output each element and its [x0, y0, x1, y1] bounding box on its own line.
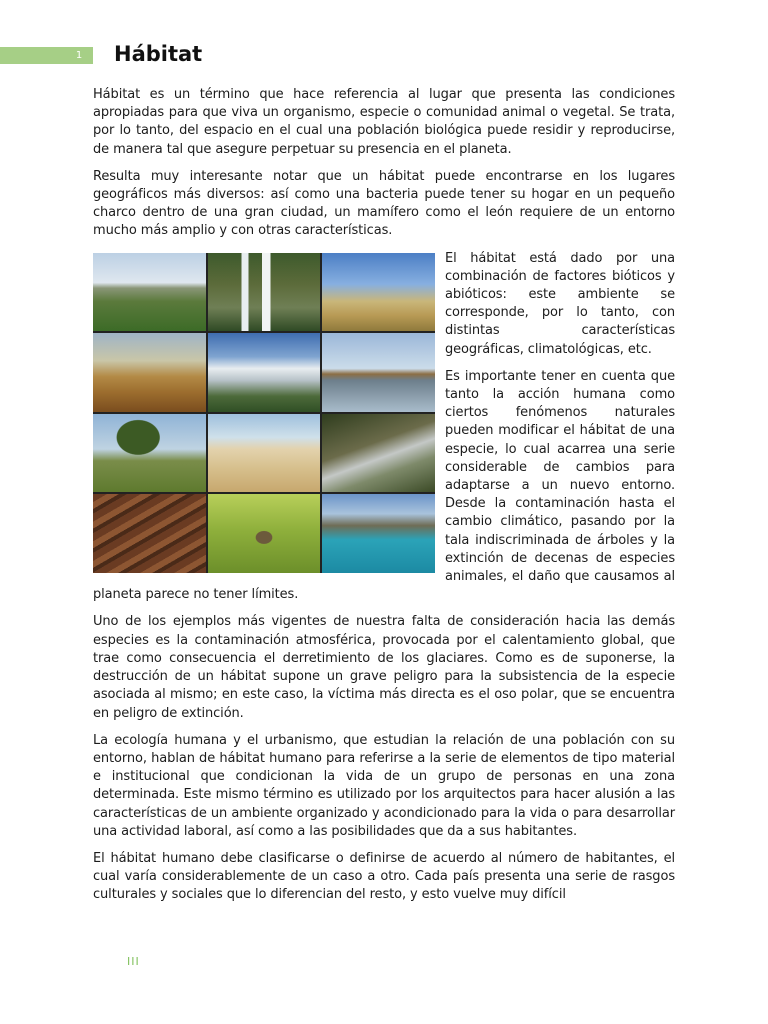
page-footer-marker: III: [127, 955, 140, 968]
photo-savanna-tree: [93, 414, 206, 493]
habitat-photo-collage: [93, 253, 435, 573]
photo-green-forest: [208, 494, 321, 573]
photo-snowy-peaks: [208, 333, 321, 412]
paragraph-factors: El hábitat está dado por una combinación de factores bióticos y abióticos: este ambiente se corresponde, por lo tanto, con distintas características geográficas, climatológicas, etc.: [445, 250, 675, 357]
chapter-number: 1: [75, 50, 83, 61]
paragraph-human-ecology: La ecología humana y el urbanismo, que estudian la relación de una población con su entorno, hablan de hábitat humano para referirse a la serie de elementos de tipo material e institucional que condicionan la vida de un grupo de personas en una zona determinada. Este mismo término es utilizado por los arquitectos para hacer alusión a las características de un ambiente organizado y acondicionado para la vida o para desarrollar una actividad laboral, así como a las posibilidades que da a sus habitantes.: [93, 732, 675, 839]
photo-mountain-lake: [93, 253, 206, 332]
page-title: Hábitat: [114, 42, 203, 66]
photo-desert-dunes: [208, 414, 321, 493]
paragraph-diversity: Resulta muy interesante notar que un hábitat puede encontrarse en los lugares geográficos más diversos: así como una bacteria puede tener su hogar en un pequeño charco dentro de una gran ciudad, un mamífero como el león requiere de un entorno mucho más amplio y con otras características.: [93, 168, 675, 239]
paragraph-intro: Hábitat es un término que hace referencia al lugar que presenta las condiciones apropiadas para que viva un organismo, especie o comunidad animal o vegetal. Se trata, por lo tanto, del espacio en el cual una población biológica puede residir y reproducirse, de manera tal que asegure perpetuar su presencia en el planeta.: [93, 87, 675, 157]
photo-forest-stream: [322, 414, 435, 493]
paragraph-human-habitat: El hábitat humano debe clasificarse o definirse de acuerdo al número de habitantes, el cual varía considerablemente de un caso a otro. Cada país presenta una serie de rasgos culturales y sociales que lo diferencian del resto, y esto vuelve muy difícil: [93, 850, 675, 903]
paragraph-pollution: Uno de los ejemplos más vigentes de nuestra falta de consideración hacia las demás especies es la contaminación atmosférica, provocada por el calentamiento global, que trae como consecuencia el derretimiento de los glaciares. Como es de suponerse, la destrucción de un hábitat supone un grave peligro para la subsistencia de la especie asociada al mismo; en este caso, la víctima más directa es el oso polar, que se encuentra en peligro de extinción.: [93, 614, 675, 721]
photo-grassland: [322, 253, 435, 332]
document-body: [93, 86, 675, 914]
photo-flooded-wetland: [322, 333, 435, 412]
paragraph-human-action: Es importante tener en cuenta que tanto la acción humana como ciertos fenómenos naturales pueden modificar el hábitat de una especie, lo cual acarrea una serie considerable de cambios para adaptarse a un nuevo entorno. Desde la contaminación hasta el cambio climático, pasando por la tala indiscriminada de árboles y la extinción de decenas de especies animales, el daño que causamos al planeta parece no tener límites.: [93, 368, 675, 603]
photo-coastal-bay: [322, 494, 435, 573]
photo-plains: [93, 333, 206, 412]
photo-waterfall: [208, 253, 321, 332]
photo-rock-strata: [93, 494, 206, 573]
